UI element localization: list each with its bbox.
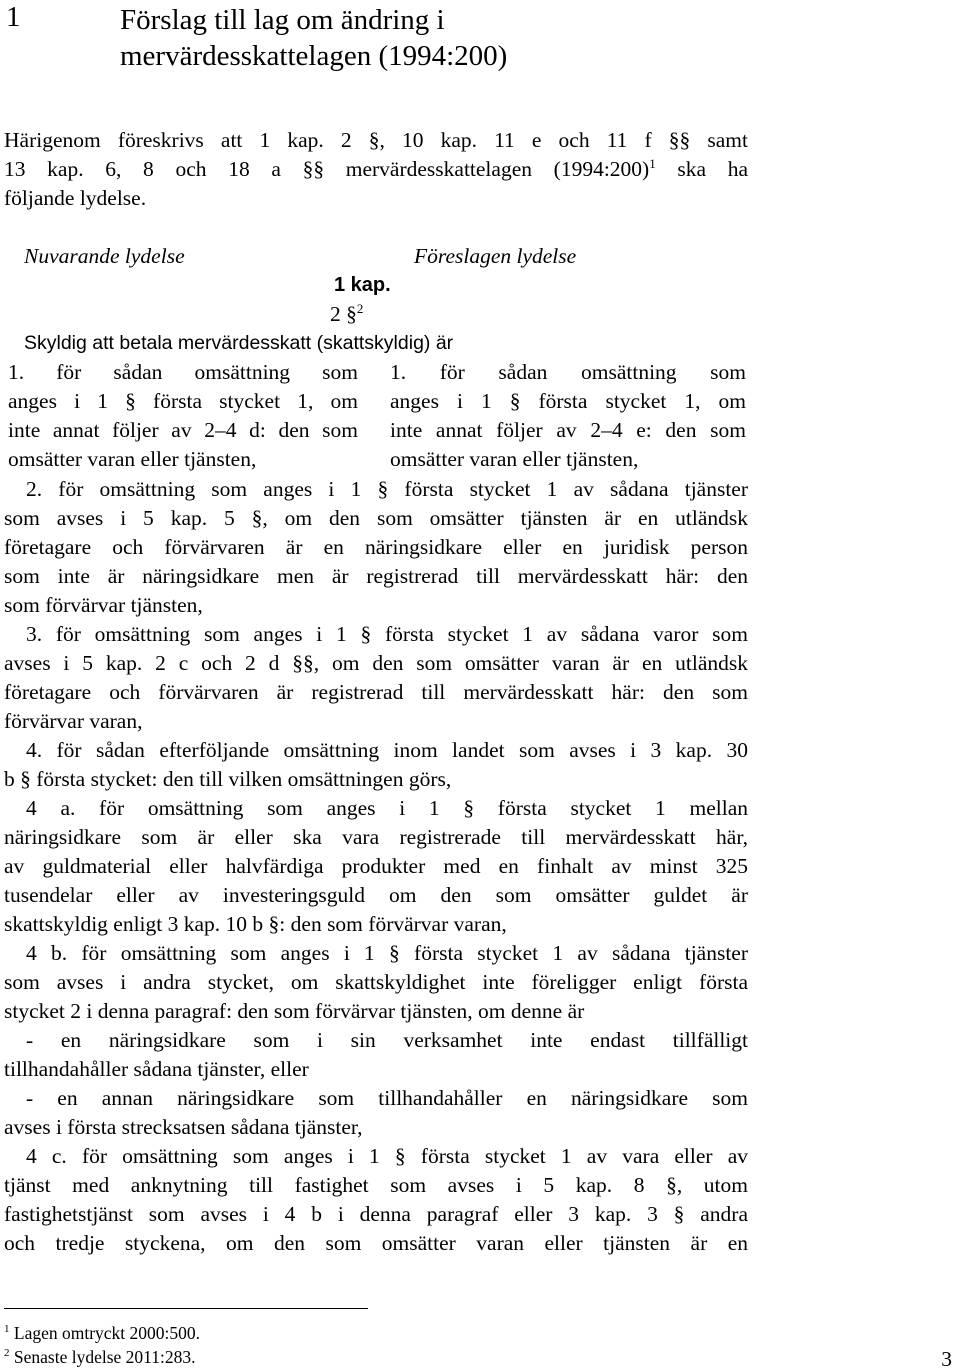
- body-line: och tredje styckena, om den som omsätter varan eller tjänsten är en: [4, 1231, 748, 1255]
- right-col-line: anges i 1 § första stycket 1, om: [390, 389, 746, 413]
- intro-line-1: Härigenom föreskrivs att 1 kap. 2 §, 10 kap. 11 e och 11 f §§ samt: [4, 128, 748, 152]
- section-number: 1: [6, 1, 21, 33]
- body-line: näringsidkare som är eller ska vara registrerade till mervärdesskatt här,: [4, 825, 748, 849]
- body-line: 4 b. för omsättning som anges i 1 § första stycket 1 av sådana tjänster: [26, 941, 748, 965]
- paragraph-heading: [330, 300, 363, 329]
- header-current: Nuvarande lydelse: [24, 244, 185, 268]
- footnote-divider: [4, 1308, 368, 1309]
- body-line: som inte är näringsidkare men är registrerad till mervärdesskatt här: den: [4, 564, 748, 588]
- body-line: - en annan näringsidkare som tillhandahåller en näringsidkare som: [26, 1086, 748, 1110]
- header-proposed: Föreslagen lydelse: [414, 244, 577, 268]
- page-number: 3: [941, 1347, 952, 1371]
- intro-line-2: [4, 155, 748, 184]
- intro-line-2-tail: ska ha: [655, 157, 748, 181]
- footnote-ref-2: 2: [356, 300, 364, 316]
- footnote-1: [4, 1323, 200, 1343]
- body-line: stycket 2 i denna paragraf: den som förvärvar tjänsten, om denne är: [4, 999, 585, 1023]
- body-line: tillhandahåller sådana tjänster, eller: [4, 1057, 309, 1081]
- left-col-line: omsätter varan eller tjänsten,: [8, 447, 257, 471]
- right-col-line: 1. för sådan omsättning som: [390, 360, 746, 384]
- intro-line-2-text: 13 kap. 6, 8 och 18 a §§ mervärdesskattelagen (1994:200): [4, 157, 650, 181]
- body-line: 4 a. för omsättning som anges i 1 § första stycket 1 mellan: [26, 796, 748, 820]
- paragraph-label: 2 §: [330, 302, 357, 326]
- body-line: som avses i andra stycket, om skattskyldighet inte föreligger enligt första: [4, 970, 748, 994]
- body-line: företagare och förvärvaren är registrerad till mervärdesskatt här: den som: [4, 680, 748, 704]
- body-line: avses i 5 kap. 2 c och 2 d §§, om den som omsätter varan är en utländsk: [4, 651, 748, 675]
- body-line: b § första stycket: den till vilken omsättningen görs,: [4, 767, 452, 791]
- body-line: fastighetstjänst som avses i 4 b i denna paragraf eller 3 kap. 3 § andra: [4, 1202, 748, 1226]
- body-line: som förvärvar tjänsten,: [4, 593, 203, 617]
- footnote-1-text: Lagen omtryckt 2000:500.: [9, 1323, 201, 1343]
- left-col-line: inte annat följer av 2–4 d: den som: [8, 418, 358, 442]
- body-line: som avses i 5 kap. 5 §, om den som omsätter tjänsten är en utländsk: [4, 506, 748, 530]
- body-line: 2. för omsättning som anges i 1 § första stycket 1 av sådana tjänster: [26, 477, 748, 501]
- footnote-1-number: 1: [4, 1323, 10, 1336]
- body-line: 4 c. för omsättning som anges i 1 § första stycket 1 av vara eller av: [26, 1144, 748, 1168]
- intro-line-3: följande lydelse.: [4, 186, 147, 210]
- body-line: skattskyldig enligt 3 kap. 10 b §: den som förvärvar varan,: [4, 912, 507, 936]
- body-line: företagare och förvärvaren är en näringsidkare eller en juridisk person: [4, 535, 748, 559]
- footnote-2-text: Senaste lydelse 2011:283.: [9, 1347, 196, 1367]
- right-col-line: omsätter varan eller tjänsten,: [390, 447, 639, 471]
- left-col-line: anges i 1 § första stycket 1, om: [8, 389, 358, 413]
- chapter-heading: 1 kap.: [334, 274, 391, 296]
- common-intro: Skyldig att betala mervärdesskatt (skattskyldig) är: [24, 332, 454, 354]
- footnote-2: [4, 1347, 196, 1367]
- right-col-line: inte annat följer av 2–4 e: den som: [390, 418, 746, 442]
- section-title: Förslag till lag om ändring i mervärdesskattelagen (1994:200): [120, 4, 508, 72]
- footnote-2-number: 2: [4, 1347, 10, 1360]
- body-line: tusendelar eller av investeringsguld om den som omsätter guldet är: [4, 883, 748, 907]
- body-line: - en näringsidkare som i sin verksamhet inte endast tillfälligt: [26, 1028, 748, 1052]
- footnote-ref-1: 1: [649, 155, 656, 171]
- body-line: förvärvar varan,: [4, 709, 143, 733]
- body-line: 4. för sådan efterföljande omsättning inom landet som avses i 3 kap. 30: [26, 738, 748, 762]
- body-line: 3. för omsättning som anges i 1 § första stycket 1 av sådana varor som: [26, 622, 748, 646]
- body-line: tjänst med anknytning till fastighet som avses i 5 kap. 8 §, utom: [4, 1173, 748, 1197]
- left-col-line: 1. för sådan omsättning som: [8, 360, 358, 384]
- body-line: avses i första strecksatsen sådana tjänster,: [4, 1115, 363, 1139]
- body-line: av guldmaterial eller halvfärdiga produkter med en finhalt av minst 325: [4, 854, 748, 878]
